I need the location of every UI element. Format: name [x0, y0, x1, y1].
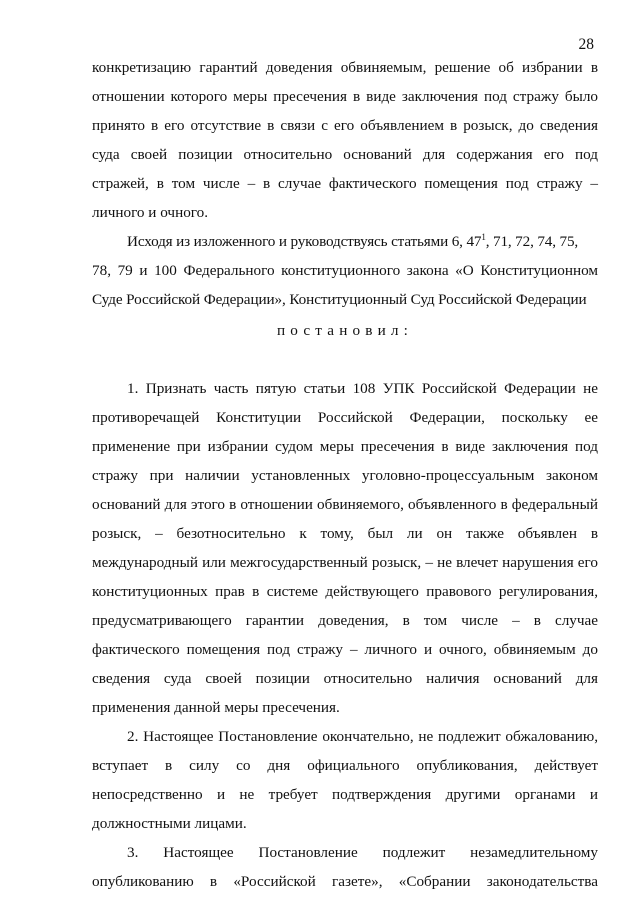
text-line: стражей, в том числе – в случае фактического помещения под стражу –: [92, 175, 598, 192]
text-line: 3. Настоящее Постановление подлежит незамедлительному: [127, 844, 598, 861]
text-line: применения данной меры пресечения.: [92, 699, 340, 716]
text-line: 78, 79 и 100 Федерального конституционного закона «О Конституционном: [92, 262, 598, 279]
page-number: 28: [578, 36, 594, 53]
text-line: опубликованию в «Российской газете», «Собрании законодательства: [92, 873, 598, 890]
text-line: должностными лицами.: [92, 815, 247, 832]
superscript: 1: [481, 231, 486, 242]
text-line: 2. Настоящее Постановление окончательно, не подлежит обжалованию,: [127, 728, 598, 745]
text-line-with-superscript: [127, 229, 598, 255]
text-line: личного и очного.: [92, 204, 209, 221]
text-line: конкретизацию гарантий доведения обвиняемым, решение об избрании в: [92, 59, 598, 76]
text-fragment: , 71, 72, 74, 75,: [485, 233, 579, 250]
text-line: розыск, – безотносительно к тому, был ли он также объявлен в: [92, 525, 598, 542]
text-line: применение при избрании судом меры пресечения в виде заключения под: [92, 438, 598, 455]
resolution-heading: постановил:: [276, 322, 414, 339]
text-line: 1. Признать часть пятую статьи 108 УПК Российской Федерации не: [127, 380, 598, 397]
text-line: принято в его отсутствие в связи с его объявлением в розыск, до сведения: [92, 117, 598, 134]
text-line: сведения суда своей позиции относительно наличия оснований для: [92, 670, 598, 687]
text-line: непосредственно и не требует подтверждения другими органами и: [92, 786, 598, 803]
text-fragment: Исходя из изложенного и руководствуясь статьями 6, 47: [127, 233, 482, 250]
text-line: предусматривающего гарантии доведения, в том числе – в случае: [92, 612, 598, 629]
text-line: противоречащей Конституции Российской Федерации, поскольку ее: [92, 409, 598, 426]
text-line: вступает в силу со дня официального опубликования, действует: [92, 757, 598, 774]
text-line: конституционных прав в системе действующего правового регулирования,: [92, 583, 598, 600]
text-line: международный или межгосударственный розыск, – не влечет нарушения его: [92, 554, 598, 571]
text-line: Суде Российской Федерации», Конституционный Суд Российской Федерации: [92, 291, 587, 308]
text-line: фактического помещения под стражу – личного и очного, обвиняемым до: [92, 641, 598, 658]
text-line: оснований для этого в отношении обвиняемого, объявленного в федеральный: [92, 496, 598, 513]
text-line: отношении которого меры пресечения в виде заключения под стражу было: [92, 88, 598, 105]
text-line: стражу при наличии установленных уголовно-процессуальным законом: [92, 467, 598, 484]
text-line: суда своей позиции относительно оснований для содержания его под: [92, 146, 598, 163]
